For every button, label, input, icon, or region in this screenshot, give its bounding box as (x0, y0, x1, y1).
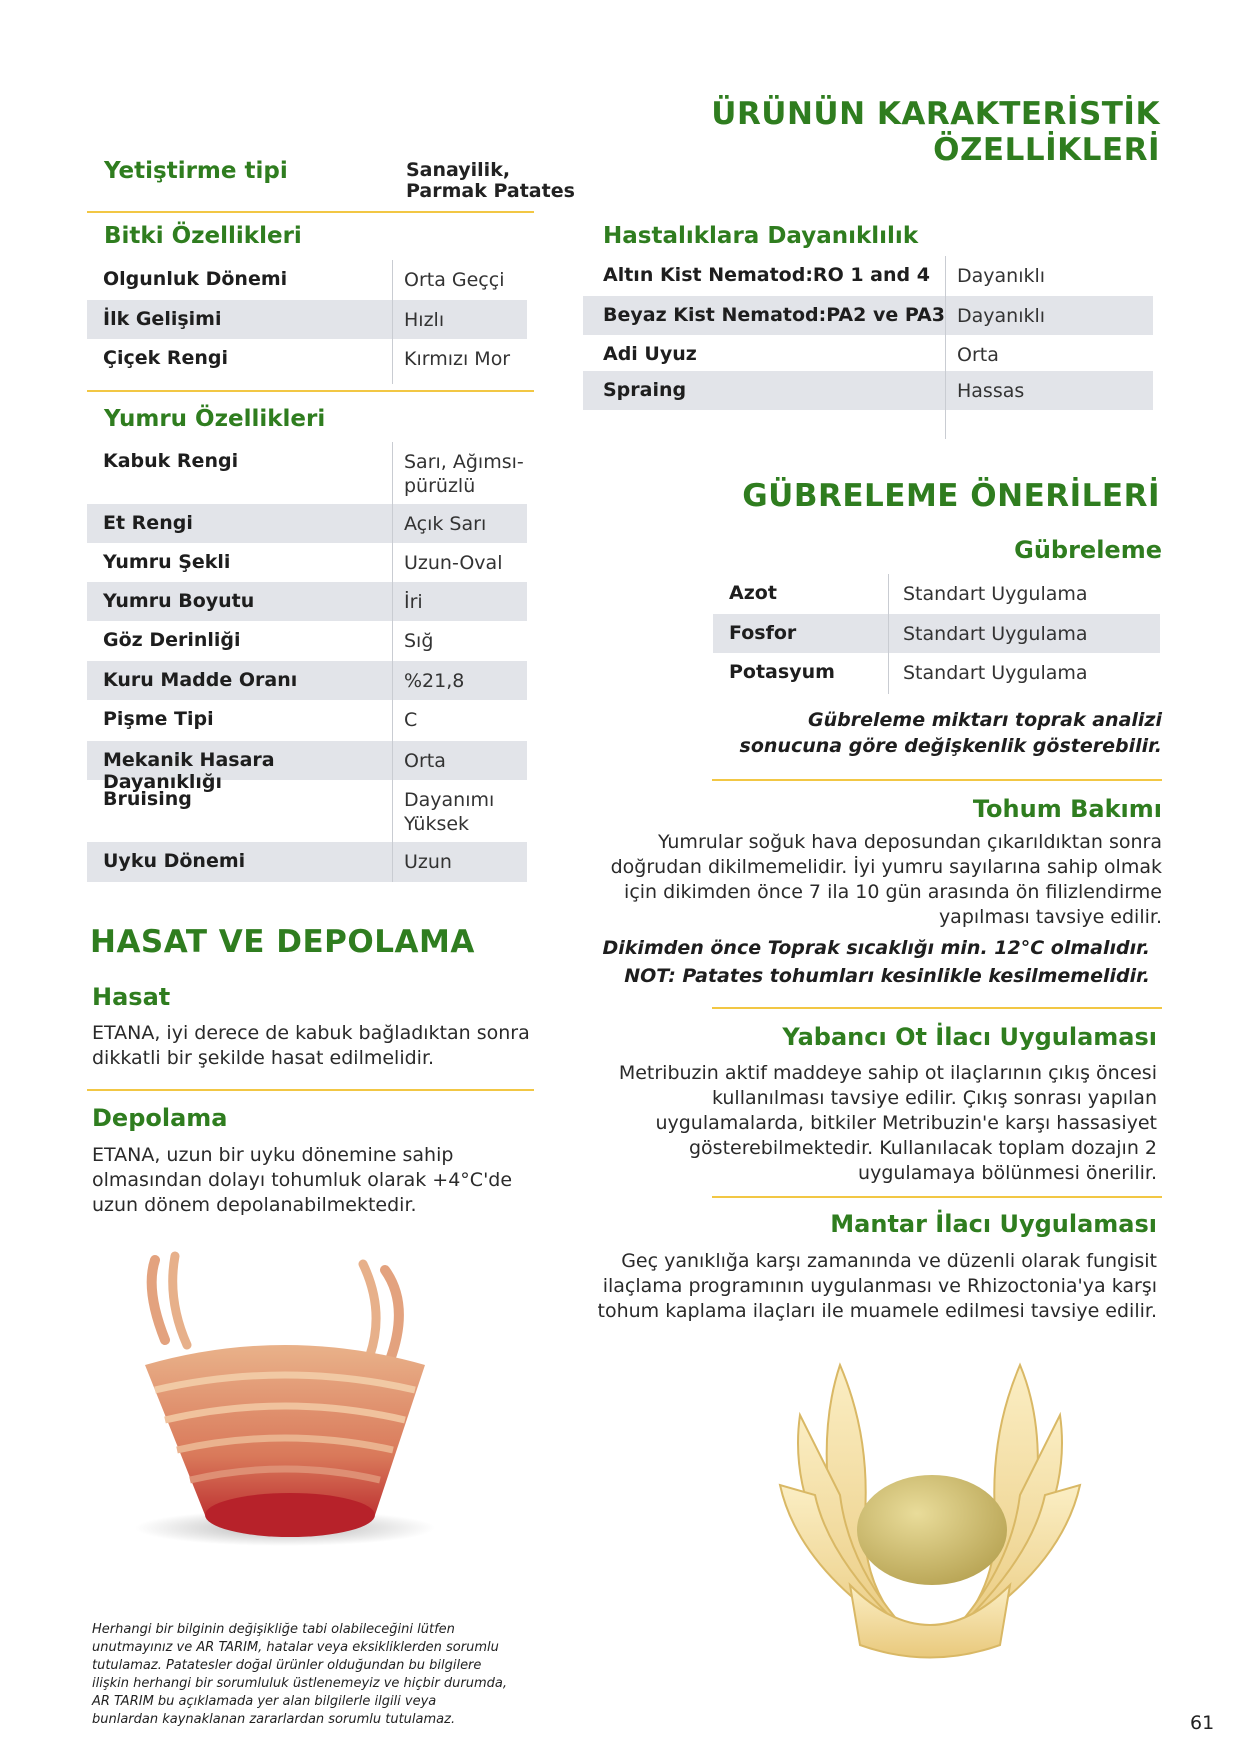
row-value: Hızlı (404, 309, 445, 331)
row-value: Açık Sarı (404, 513, 487, 535)
table-row (583, 335, 1153, 371)
text-line: Geç yanıklığa karşı zamanında ve düzenli olarak fungisit (621, 1250, 1157, 1272)
row-label: Yumru Şekli (103, 551, 231, 573)
row-value: %21,8 (404, 670, 465, 692)
text-line: ETANA, uzun bir uyku dönemine sahip (92, 1144, 454, 1166)
row-value: C (404, 709, 418, 731)
table-row (87, 661, 527, 700)
tuber-features-heading: Yumru Özellikleri (104, 406, 326, 432)
table-row (87, 842, 527, 882)
column-separator (888, 574, 889, 694)
row-value-line: Sarı, Ağımsı- (404, 451, 524, 473)
divider (712, 1196, 1162, 1198)
cultivation-type-label: Yetiştirme tipi (104, 158, 288, 184)
row-label: Bruising (103, 788, 192, 810)
row-value (392, 442, 527, 498)
row-label: Azot (729, 582, 777, 604)
text-line: uygulamaya bölünmesi önerilir. (858, 1162, 1157, 1184)
row-label: Çiçek Rengi (103, 347, 229, 369)
row-value: Orta (404, 750, 446, 772)
harvest-text (92, 1021, 552, 1071)
plant-features-table (87, 260, 527, 384)
row-value: Kırmızı Mor (404, 348, 511, 370)
table-row (713, 574, 1160, 614)
table-row (87, 504, 527, 543)
text-line: ilişkin herhangi bir sorumluluk üstlenemeyiz ve hiçbir durumda, (92, 1676, 507, 1691)
potato-basket-image (135, 1250, 435, 1560)
disclaimer-text (92, 1621, 522, 1729)
table-row (713, 614, 1160, 653)
seed-care-heading: Tohum Bakımı (972, 795, 1162, 823)
table-row (583, 371, 1153, 410)
table-row (87, 260, 527, 300)
cultivation-type-value (406, 160, 586, 202)
row-value: Dayanıklı (957, 265, 1046, 287)
row-value-line: Yüksek (404, 813, 470, 835)
table-row (87, 543, 527, 582)
row-value: Hassas (957, 380, 1025, 402)
note-line: sonucuna göre değişkenlik gösterebilir. (739, 735, 1162, 757)
table-row (87, 700, 527, 741)
text-line: tutulamaz. Patatesler doğal ürünler olduğundan bu bilgilere (92, 1658, 482, 1673)
row-label: Göz Derinliği (103, 629, 241, 651)
row-label: İlk Gelişimi (103, 308, 222, 330)
row-label: Kuru Madde Oranı (103, 669, 298, 691)
table-row (87, 300, 527, 339)
text-line: bunlardan kaynaklanan zararlardan sorumlu tutulamaz. (92, 1712, 456, 1727)
tuber-features-table (87, 442, 527, 882)
fungicide-text (590, 1249, 1157, 1324)
fertilization-note (700, 707, 1162, 759)
row-value: Standart Uygulama (903, 583, 1088, 605)
text-line: dikkatli bir şekilde hasat edilmelidir. (92, 1047, 435, 1069)
row-label: Kabuk Rengi (103, 450, 239, 472)
row-value: Orta Geççi (404, 269, 505, 291)
row-value: Sığ (404, 630, 434, 652)
table-row (87, 582, 527, 621)
text-line: Herhangi bir bilginin değişikliğe tabi olabileceğini lütfen (92, 1622, 455, 1637)
text-line: gösterebilmektedir. Kullanılacak toplam dozajın 2 (688, 1137, 1157, 1159)
row-label: Et Rengi (103, 512, 193, 534)
text-line: için dikimden önce 7 ila 10 gün arasında ön filizlendirme (624, 881, 1162, 903)
note-line: NOT: Patates tohumları kesinlikle kesilmemelidir. (624, 965, 1150, 987)
row-label: Altın Kist Nematod:RO 1 and 4 (603, 264, 930, 286)
row-value: Dayanıklı (957, 305, 1046, 327)
note-line: Dikimden önce Toprak sıcaklığı min. 12°C olmalıdır. (602, 937, 1150, 959)
table-row (87, 621, 527, 661)
table-row (713, 653, 1160, 694)
fertilization-heading: GÜBRELEME ÖNERİLERİ (742, 478, 1160, 514)
row-label: Beyaz Kist Nematod:PA2 ve PA3 (603, 304, 945, 326)
text-line: unutmayınız ve AR TARIM, hatalar veya eksikliklerden sorumlu (92, 1640, 499, 1655)
row-value: Uzun-Oval (404, 552, 503, 574)
row-value-line: pürüzlü (404, 475, 476, 497)
row-value: Orta (957, 344, 999, 366)
fertilization-table (713, 574, 1160, 694)
page-title: ÜRÜNÜN KARAKTERİSTİK ÖZELLİKLERİ (711, 96, 1160, 168)
text-line: Yumrular soğuk hava deposundan çıkarıldıktan sonra (657, 831, 1162, 853)
text-line: uygulamalarda, bitkiler Metribuzin'e karşı hassasiyet (655, 1112, 1157, 1134)
row-value: Standart Uygulama (903, 623, 1088, 645)
divider (712, 1007, 1162, 1009)
row-value-line: Dayanımı (404, 789, 495, 811)
fertilization-subheading: Gübreleme (1014, 536, 1162, 564)
table-row (87, 442, 527, 504)
row-label: Fosfor (729, 622, 797, 644)
column-separator (945, 256, 946, 439)
table-row (583, 256, 1153, 296)
row-value: İri (404, 591, 423, 613)
row-label: Uyku Dönemi (103, 850, 246, 872)
row-label: Potasyum (729, 661, 835, 683)
table-row (87, 741, 527, 793)
text-line: tohum kaplama ilaçları ile muamele edilmesi tavsiye edilir. (597, 1300, 1157, 1322)
text-line: kullanılması tavsiye edilir. Çıkış sonrası yapılan (711, 1087, 1157, 1109)
table-row (87, 339, 527, 379)
row-label: Spraing (603, 379, 687, 401)
storage-text (92, 1143, 552, 1218)
row-value (392, 780, 527, 836)
divider (87, 1089, 534, 1091)
text-line: AR TARIM bu açıklamada yer alan bilgilerle ilgili veya (92, 1694, 437, 1709)
row-value: Standart Uygulama (903, 662, 1088, 684)
cultivation-type-value-line: Parmak Patates (406, 180, 575, 202)
divider (712, 779, 1162, 781)
row-label: Adi Uyuz (603, 343, 697, 365)
text-line: Metribuzin aktif maddeye sahip ot ilaçlarının çıkış öncesi (618, 1062, 1157, 1084)
row-label: Yumru Boyutu (103, 590, 255, 612)
fungicide-heading: Mantar İlacı Uygulaması (830, 1210, 1157, 1238)
note-line: Gübreleme miktarı toprak analizi (808, 709, 1162, 731)
divider (87, 390, 534, 392)
table-row (87, 780, 527, 842)
herbicide-text (590, 1061, 1157, 1186)
disease-resistance-table (583, 256, 1153, 439)
text-line: ETANA, iyi derece de kabuk bağladıktan sonra (92, 1022, 530, 1044)
text-line: doğrudan dikilmemelidir. İyi yumru sayılarına sahip olmak (610, 856, 1162, 878)
table-row (583, 296, 1153, 335)
storage-heading: Depolama (92, 1104, 228, 1132)
plant-features-heading: Bitki Özellikleri (104, 223, 302, 249)
row-value: Uzun (404, 851, 452, 873)
herbicide-heading: Yabancı Ot İlacı Uygulaması (782, 1023, 1157, 1051)
column-separator (392, 442, 393, 882)
potato-hands-image (770, 1345, 1090, 1665)
page-number: 61 (1190, 1712, 1215, 1734)
text-line: uzun dönem depolanabilmektedir. (92, 1194, 417, 1216)
text-line: olmasından dolayı tohumluk olarak +4°C'de (92, 1169, 513, 1191)
column-separator (392, 260, 393, 384)
text-line: ilaçlama programının uygulanması ve Rhizoctonia'ya karşı (602, 1275, 1157, 1297)
harvest-storage-heading: HASAT VE DEPOLAMA (90, 924, 475, 960)
cultivation-type-value-line: Sanayilik, (406, 159, 511, 181)
row-label: Pişme Tipi (103, 708, 214, 730)
disease-resistance-heading: Hastalıklara Dayanıklılık (603, 223, 919, 249)
harvest-heading: Hasat (92, 983, 171, 1011)
row-label: Olgunluk Dönemi (103, 268, 288, 290)
divider (87, 211, 534, 213)
seed-care-note (590, 934, 1150, 990)
seed-care-text (590, 830, 1162, 930)
row-label: Mekanik Hasara Dayanıklığı (103, 749, 275, 793)
text-line: yapılması tavsiye edilir. (938, 906, 1162, 928)
